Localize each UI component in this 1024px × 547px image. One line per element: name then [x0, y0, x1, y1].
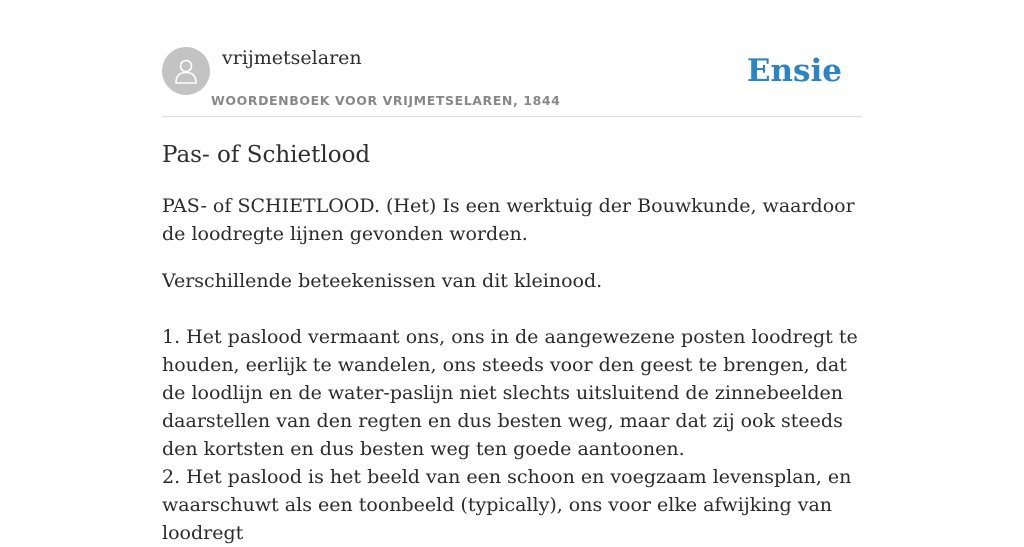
article-paragraph: 2. Het paslood is het beeld van een schoon en voegzaam levensplan, en waarschuwt als een toonbeeld (typically), ons voor elke afwijking van loodregt: [162, 466, 852, 544]
article-paragraph: Verschillende beteekenissen van dit kleinood.: [162, 270, 603, 292]
header: [162, 46, 862, 117]
user-icon: [171, 56, 201, 86]
author-name[interactable]: vrijmetselaren: [222, 47, 362, 69]
site-logo[interactable]: Ensie: [746, 53, 842, 89]
article-body: [162, 192, 862, 547]
source-subtitle[interactable]: WOORDENBOEK VOOR VRIJMETSELAREN, 1844: [211, 93, 561, 108]
article-paragraph: 1. Het paslood vermaant ons, ons in de aangewezene posten loodregt te houden, eerlijk te wandelen, ons steeds voor den geest te brengen, dat de loodlijn en de water-paslijn niet slechts uitsluitend de zinnebeelden daarstellen van den regten en dus besten weg, maar dat zij ook steeds den kortsten en dus besten weg ten goede aantoonen.: [162, 326, 858, 460]
article-paragraph: PAS- of SCHIETLOOD. (Het) Is een werktuig der Bouwkunde, waardoor de loodregte lijnen gevonden worden.: [162, 195, 855, 245]
avatar[interactable]: [162, 47, 210, 95]
article-title: Pas- of Schietlood: [162, 142, 371, 168]
